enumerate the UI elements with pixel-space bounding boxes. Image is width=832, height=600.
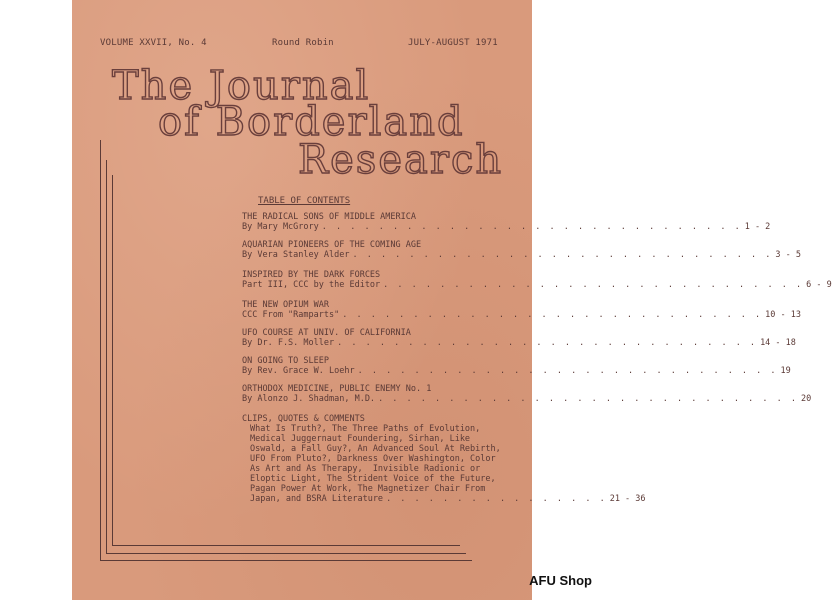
toc-entry-author: Part III, CCC by the Editor [242,280,381,290]
toc-entry-line [242,222,771,232]
title-line-2: of Borderland [158,99,465,145]
toc-entry-author: By Rev. Grace W. Loehr [242,366,355,376]
toc-entry-title: THE RADICAL SONS OF MIDDLE AMERICA [242,212,416,222]
toc-entry-pages: 19 [780,366,791,376]
toc-entry-pages: 14 - 18 [760,338,796,348]
clips-line: Oswald, a Fall Guy?, An Advanced Soul At Rebirth, [250,444,501,454]
toc-entry-author: By Alonzo J. Shadman, M.D. [242,394,376,404]
leader-dots: . . . . . . . . . . . . . . . . . . . . . . . . . . . . . . [352,250,773,260]
clips-line: What Is Truth?, The Three Paths of Evolution, [250,424,481,434]
title-line-1: The Journal [112,63,371,109]
leader-dots: . . . . . . . . . . . . . . . . . . . . . . . . . . . . . . [321,222,742,232]
clips-line: Japan, and BSRA Literature [250,494,384,504]
clips-line: Eloptic Light, The Strident Voice of the Future, [250,474,496,484]
leader-dots: . . . . . . . . . . . . . . . . . . . . . . . . . . . . . . [383,280,804,290]
toc-entry-pages: 6 - 9 [806,280,832,290]
shop-watermark: AFU Shop [529,573,592,588]
toc-entry-line [242,338,796,348]
toc-entry-line [242,394,812,404]
clips-line: As Art and As Therapy, Invisible Radionic or [250,464,481,474]
toc-entry-pages: 1 - 2 [744,222,771,232]
toc-entry-title: ORTHODOX MEDICINE, PUBLIC ENEMY No. 1 [242,384,432,394]
toc-heading: TABLE OF CONTENTS [258,196,351,206]
clips-last-line [250,494,646,504]
clips-line: UFO From Pluto?, Darkness Over Washington, Color [250,454,496,464]
toc-entry-title: THE NEW OPIUM WAR [242,300,329,310]
toc-entry-author: By Vera Stanley Alder [242,250,350,260]
leader-dots: . . . . . . . . . . . . . . . . . . . . . . . . . . . . . . [342,310,763,320]
toc-entry-title: ON GOING TO SLEEP [242,356,329,366]
toc-entry-line [242,366,791,376]
clips-line: Medical Juggernaut Foundering, Sirhan, Like [250,434,471,444]
issue-date: JULY-AUGUST 1971 [408,38,498,48]
bottom-border-rule-3 [112,545,460,546]
leader-dots: . . . . . . . . . . . . . . . . [386,494,607,504]
leader-dots: . . . . . . . . . . . . . . . . . . . . . . . . . . . . . . [337,338,758,348]
toc-entry-pages: 3 - 5 [775,250,801,260]
bottom-border-rule-1 [100,560,472,561]
volume-number: VOLUME XXVII, No. 4 [100,38,207,48]
clips-line: Pagan Power At Work, The Magnetizer Chair From [250,484,486,494]
section-label: Round Robin [272,38,334,48]
toc-entry-line [242,280,832,290]
bottom-border-rule-2 [106,553,466,554]
left-border-rule-2 [106,160,107,553]
toc-entry-pages: 10 - 13 [765,310,801,320]
toc-entry-author: By Dr. F.S. Moller [242,338,335,348]
toc-entry-author: CCC From "Ramparts" [242,310,340,320]
title-line-3: Research [298,137,504,183]
clips-pages: 21 - 36 [609,494,646,504]
toc-entry-line [242,250,801,260]
toc-entry-author: By Mary McGrory [242,222,319,232]
toc-entry-pages: 20 [801,394,812,404]
toc-entry-title: UFO COURSE AT UNIV. OF CALIFORNIA [242,328,411,338]
clips-title: CLIPS, QUOTES & COMMENTS [242,414,365,424]
toc-entry-title: INSPIRED BY THE DARK FORCES [242,270,381,280]
toc-entry-title: AQUARIAN PIONEERS OF THE COMING AGE [242,240,422,250]
leader-dots: . . . . . . . . . . . . . . . . . . . . . . . . . . . . . . [357,366,778,376]
left-border-rule-3 [112,175,113,545]
toc-entry-line [242,310,801,320]
leader-dots: . . . . . . . . . . . . . . . . . . . . . . . . . . . . . . [378,394,798,404]
left-border-rule-1 [100,140,101,560]
